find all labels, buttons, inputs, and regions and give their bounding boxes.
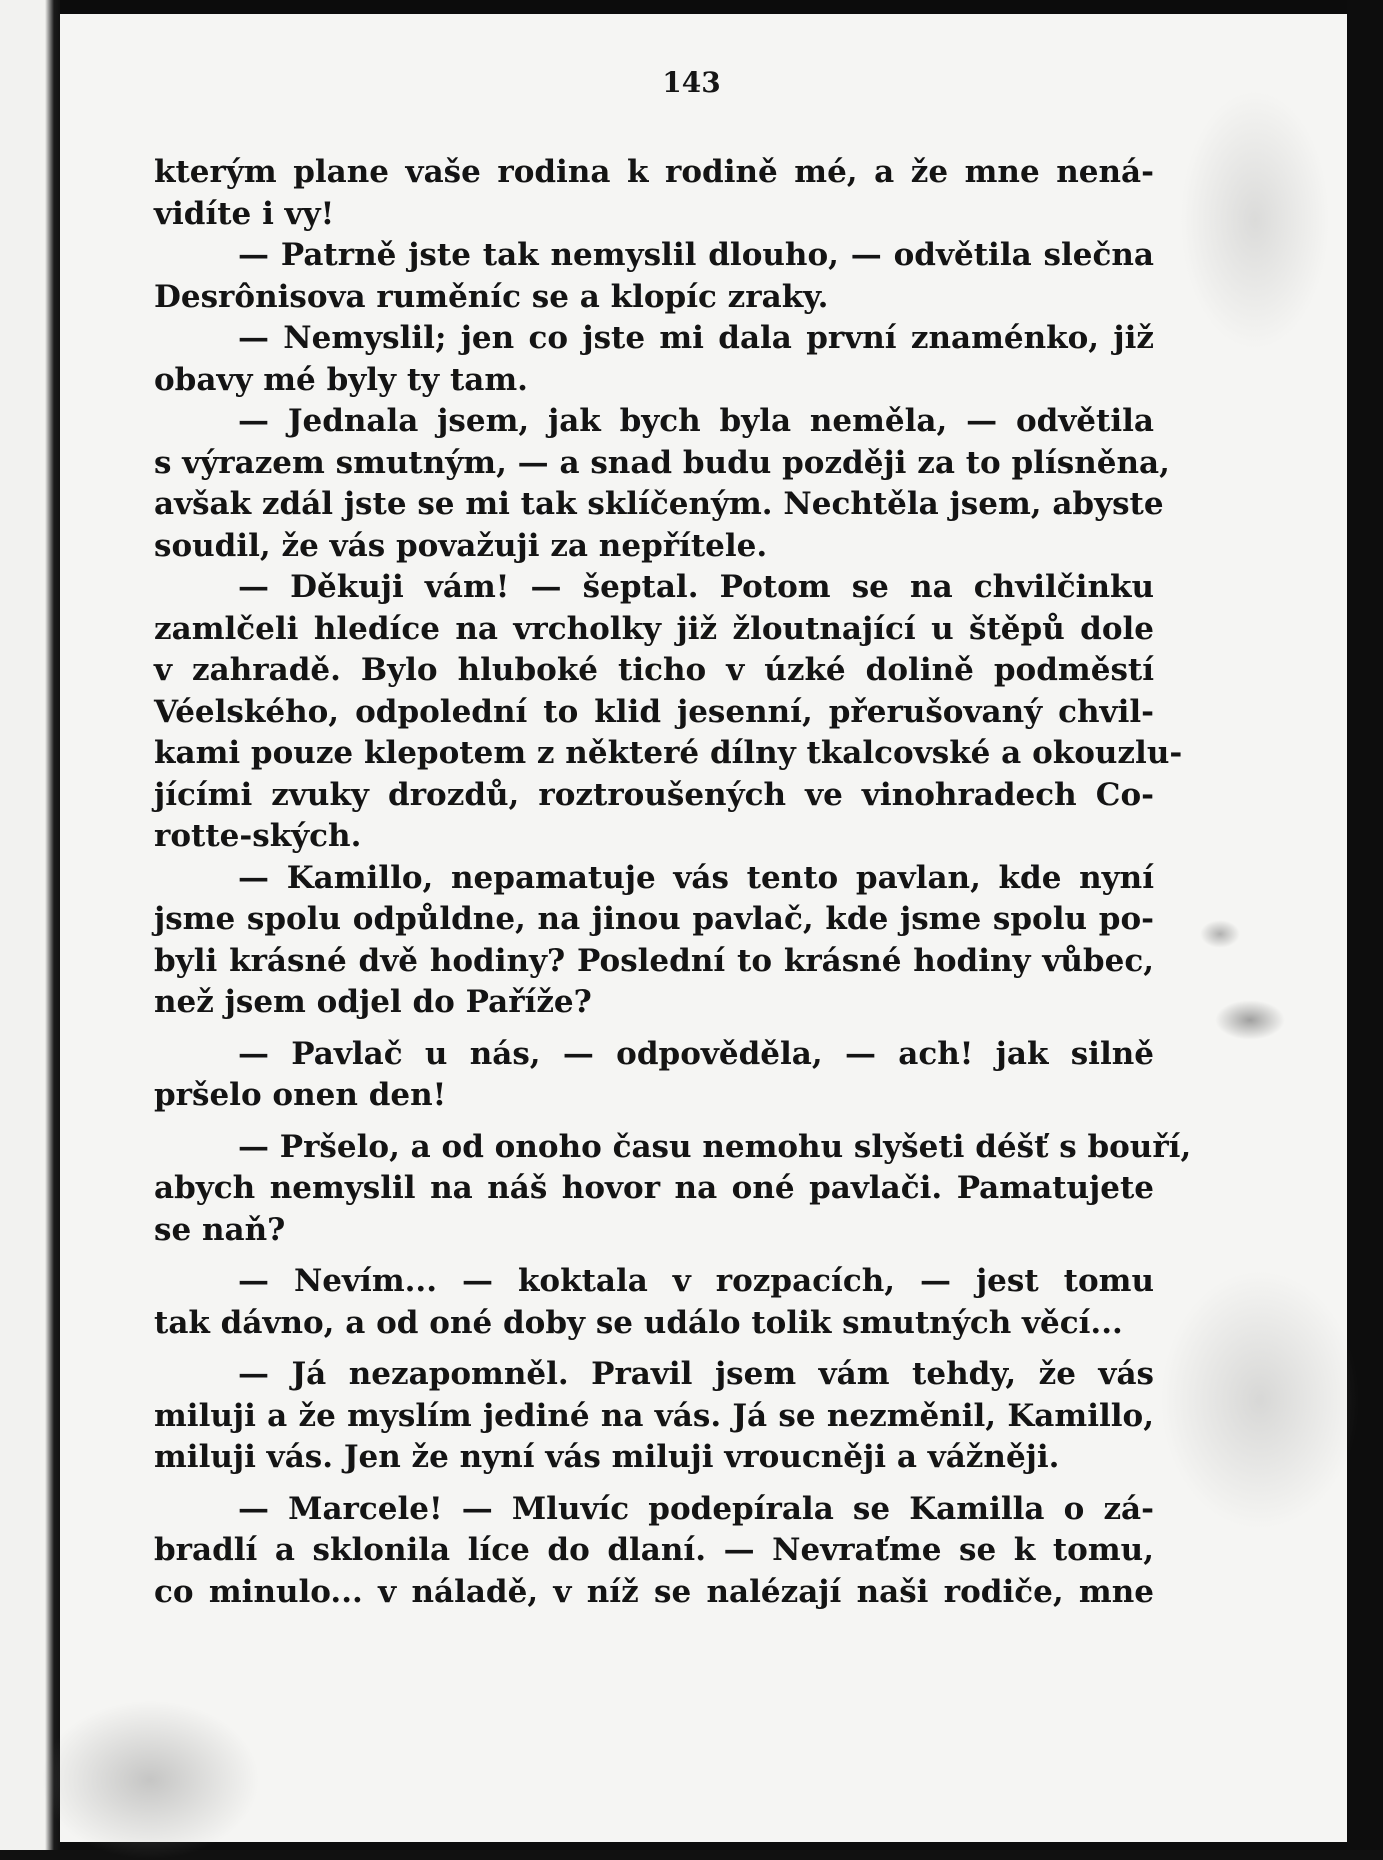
text-line: pršelo onen den! — [154, 1077, 447, 1113]
text-line: — Děkuji vám! — šeptal. Potom se na chvilčinku — [238, 569, 1154, 605]
text-line: se naň? — [154, 1211, 286, 1248]
text-line: avšak zdál jste se mi tak sklíčeným. Nechtěla jsem, abyste — [154, 486, 1164, 522]
text-line: Véelského, odpolední to klid jesenní, přerušovaný chvil- — [154, 693, 1154, 730]
text-line: abych nemyslil na náš hovor na oné pavlači. Pamatujete — [154, 1170, 1154, 1206]
text-line: — Pavlač u nás, — odpověděla, — ach! jak silně — [238, 1035, 1154, 1072]
text-line: — Nevím... — koktala v rozpacích, — jest tomu — [238, 1263, 1154, 1299]
text-line: — Jednala jsem, jak bych byla neměla, — odvětila — [238, 403, 1154, 439]
text-line: jsme spolu odpůldne, na jinou pavlač, kde jsme spolu po- — [154, 901, 1154, 937]
text-line: vidíte i vy! — [154, 195, 335, 232]
text-line: Desrônisova ruměníc se a klopíc zraky. — [154, 278, 829, 315]
text-line: bradlí a sklonila líce do dlaní. — Nevraťme se k tomu, — [154, 1532, 1154, 1568]
text-line: — Pršelo, a od onoho času nemohu slyšeti déšť s bouří, — [238, 1128, 1192, 1165]
text-line: miluji vás. Jen že nyní vás miluji vroucněji a vážněji. — [154, 1439, 1060, 1475]
text-line: — Patrně jste tak nemyslil dlouho, — odvětila slečna — [238, 237, 1154, 273]
text-line: — Nemyslil; jen co jste mi dala první znaménko, již — [238, 320, 1154, 356]
text-line: tak dávno, a od oné doby se událo tolik smutných věcí... — [154, 1304, 1123, 1341]
text-line: s výrazem smutným, — a snad budu později za to plísněna, — [154, 444, 1170, 481]
page-left-edge — [0, 0, 60, 1850]
text-line: jícími zvuky drozdů, roztroušených ve vinohradech Co- — [154, 776, 1154, 813]
page-text — [154, 152, 1192, 1613]
text-line: — Kamillo, nepamatuje vás tento pavlan, kde nyní — [238, 859, 1154, 896]
text-line: kami pouze klepotem z některé dílny tkalcovské a okouzlu- — [154, 735, 1183, 771]
page-number: 143 — [662, 66, 721, 99]
text-line: obavy mé byly ty tam. — [154, 361, 528, 398]
text-line: — Marcele! — Mluvíc podepírala se Kamilla o zá- — [238, 1490, 1154, 1527]
text-line: co minulo... v náladě, v níž se nalézají naši rodiče, mne — [154, 1573, 1154, 1610]
text-line: kterým plane vaše rodina k rodině mé, a že mne nená- — [154, 154, 1154, 190]
text-line: zamlčeli hledíce na vrcholky již žloutnající u štěpů dole — [154, 610, 1154, 647]
text-line: byli krásné dvě hodiny? Poslední to krásné hodiny vůbec, — [154, 942, 1154, 979]
text-line: v zahradě. Bylo hluboké ticho v úzké dolině podměstí — [154, 652, 1154, 688]
scan-right-border — [1347, 0, 1383, 1850]
text-line: rotte-ských. — [154, 818, 362, 854]
text-line: — Já nezapomněl. Pravil jsem vám tehdy, že vás — [238, 1356, 1154, 1392]
text-line: soudil, že vás považuji za nepřítele. — [154, 527, 768, 564]
text-line: než jsem odjel do Paříže? — [154, 984, 592, 1020]
text-line: miluji a že myslím jediné na vás. Já se nezměnil, Kamillo, — [154, 1397, 1154, 1434]
